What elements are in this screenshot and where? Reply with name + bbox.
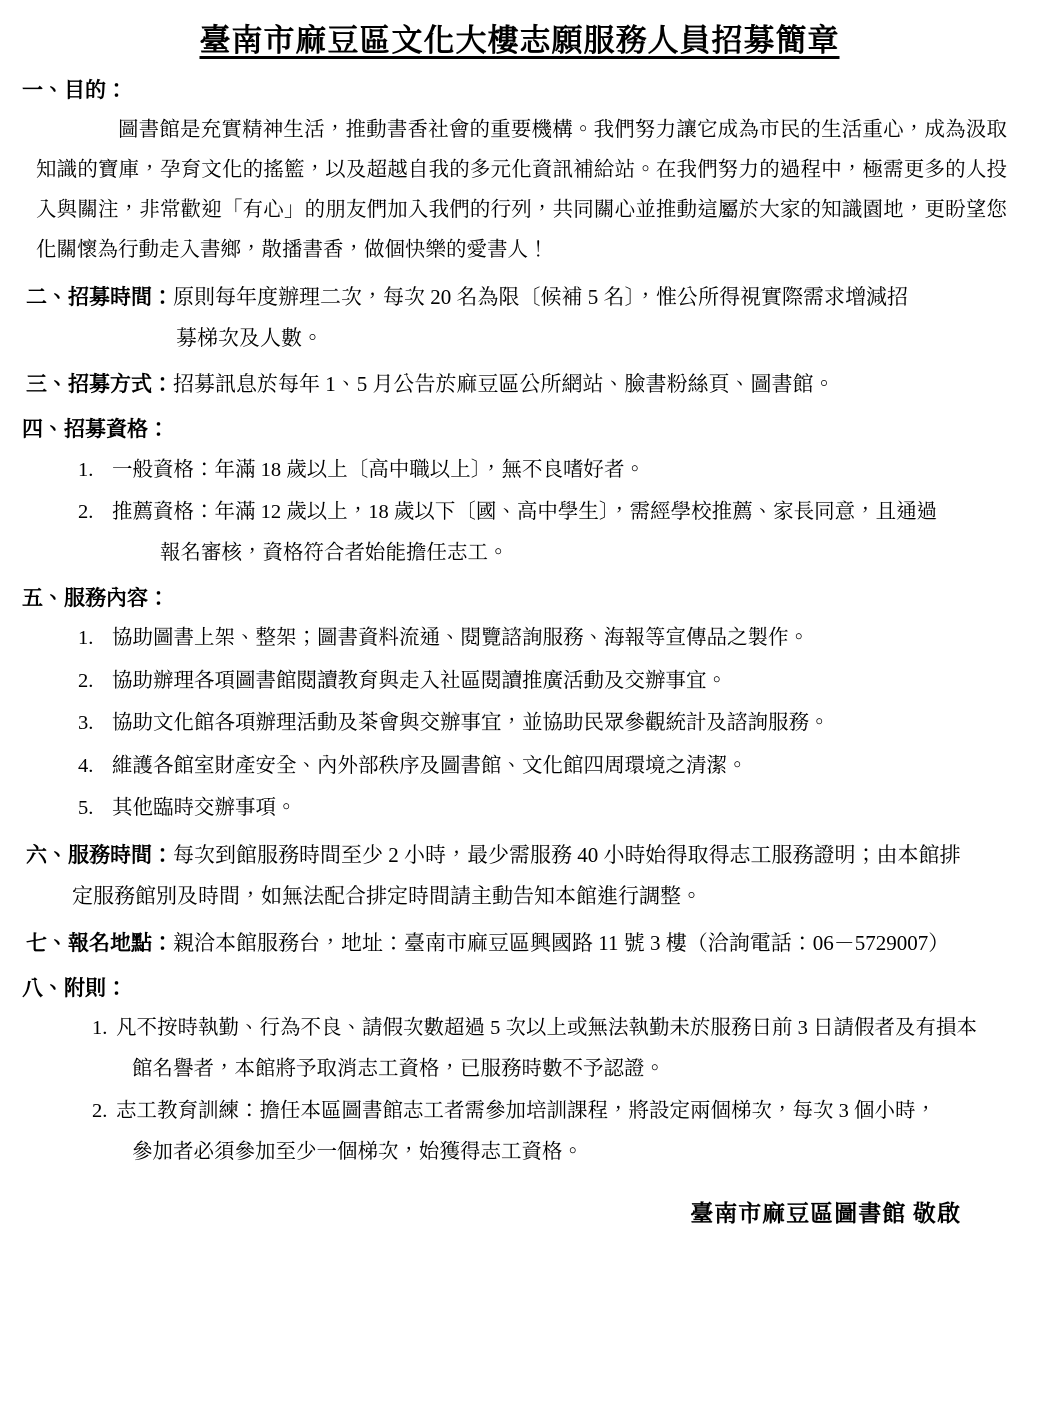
section-body-service-time-cont: 定服務館別及時間，如無法配合排定時間請主動告知本館進行調整。 bbox=[72, 883, 702, 908]
list-item bbox=[78, 661, 1007, 702]
section-heading-service-time: 六、服務時間： bbox=[26, 843, 173, 867]
list-item-text: 協助文化館各項辦理活動及茶會與交辦事宜，並協助民眾參觀統計及諮詢服務。 bbox=[112, 712, 830, 735]
section-heading-signup-place: 七、報名地點： bbox=[26, 930, 173, 955]
service-content-list bbox=[22, 618, 1017, 829]
list-item-number: 1. bbox=[78, 458, 94, 481]
list-item-text: 一般資格：年滿 18 歲以上〔高中職以上〕，無不良嗜好者。 bbox=[112, 458, 645, 481]
list-item-text: 協助圖書上架、整架；圖書資料流通、閱覽諮詢服務、海報等宣傳品之製作。 bbox=[112, 627, 809, 650]
section-body-signup-place: 親洽本館服務台，地址：臺南市麻豆區興國路 11 號 3 樓（洽詢電話：06－5729007） bbox=[173, 930, 950, 955]
section-body-recruit-time-cont: 募梯次及人數。 bbox=[176, 325, 323, 350]
section-body-recruit-method: 招募訊息於每年 1、5 月公告於麻豆區公所網站、臉書粉絲頁、圖書館。 bbox=[173, 372, 835, 397]
list-item-number: 4. bbox=[78, 754, 94, 777]
list-item bbox=[78, 703, 1007, 744]
section-recruit-method bbox=[22, 364, 1017, 405]
list-item-subtext: 參加者必須參加至少一個梯次，始獲得志工資格。 bbox=[132, 1141, 583, 1164]
list-item bbox=[92, 1091, 1007, 1172]
section-heading-appendix: 八、附則： bbox=[22, 975, 127, 1000]
list-item bbox=[78, 492, 1007, 573]
list-item-text: 維護各館室財產安全、內外部秩序及圖書館、文化館四周環境之清潔。 bbox=[112, 754, 748, 777]
list-item-number: 3. bbox=[78, 712, 94, 735]
list-item-subtext: 報名審核，資格符合者始能擔任志工。 bbox=[160, 542, 509, 565]
list-item-text: 志工教育訓練：擔任本區圖書館志工者需參加培訓課程，將設定兩個梯次，每次 3 個小時， bbox=[116, 1100, 936, 1123]
list-item-number: 2. bbox=[78, 501, 94, 524]
list-item-text: 推薦資格：年滿 12 歲以上，18 歲以下〔國、高中學生〕，需經學校推薦、家長同意，且通過 bbox=[112, 501, 938, 524]
list-item-number: 5. bbox=[78, 797, 94, 820]
appendix-list bbox=[22, 1008, 1017, 1172]
list-item-number: 1. bbox=[92, 1017, 108, 1040]
list-item-number: 1. bbox=[78, 627, 94, 650]
section-body-purpose: 圖書館是充實精神生活，推動書香社會的重要機構。我們努力讓它成為市民的生活重心，成為汲取知識的寶庫，孕育文化的搖籃，以及超越自我的多元化資訊補給站。在我們努力的過程中，極需更多的人投入與關注，非常歡迎「有心」的朋友們加入我們的行列，共同關心並推動這屬於大家的知識園地，更盼望您化關懷為行動走入書鄉，散播書香，做個快樂的愛書人！ bbox=[36, 118, 1007, 261]
signature: 臺南市麻豆區圖書館 敬啟 bbox=[690, 1200, 961, 1226]
list-item-number: 2. bbox=[92, 1100, 108, 1123]
list-item-text: 凡不按時執勤、行為不良、請假次數超過 5 次以上或無法執勤未於服務日前 3 日請假者及有損本 bbox=[116, 1017, 977, 1040]
section-heading-service-content: 五、服務內容： bbox=[22, 585, 169, 610]
qualification-list bbox=[22, 450, 1017, 574]
list-item-number: 2. bbox=[78, 669, 94, 692]
list-item-text: 協助辦理各項圖書館閱讀教育與走入社區閱讀推廣活動及交辦事宜。 bbox=[112, 669, 727, 692]
list-item bbox=[78, 788, 1007, 829]
list-item bbox=[78, 450, 1007, 491]
section-heading-recruit-time: 二、招募時間： bbox=[26, 284, 173, 309]
page-title: 臺南市麻豆區文化大樓志願服務人員招募簡章 bbox=[199, 23, 840, 58]
section-body-recruit-time: 原則每年度辦理二次，每次 20 名為限〔候補 5 名〕，惟公所得視實際需求增減招 bbox=[173, 284, 908, 309]
section-recruit-time bbox=[22, 277, 1017, 359]
section-signup-place bbox=[22, 923, 1017, 964]
section-heading-purpose: 一、目的： bbox=[22, 78, 127, 103]
list-item bbox=[92, 1008, 1007, 1089]
list-item-subtext: 館名譽者，本館將予取消志工資格，已服務時數不予認證。 bbox=[132, 1057, 665, 1080]
section-body-service-time: 每次到館服務時間至少 2 小時，最少需服務 40 小時始得取得志工服務證明；由本館排 bbox=[173, 843, 961, 867]
list-item bbox=[78, 746, 1007, 787]
section-heading-recruit-method: 三、招募方式： bbox=[26, 372, 173, 397]
list-item-text: 其他臨時交辦事項。 bbox=[112, 797, 297, 820]
list-item bbox=[78, 618, 1007, 659]
section-heading-qualification: 四、招募資格： bbox=[22, 417, 169, 442]
section-service-time bbox=[22, 835, 1017, 917]
